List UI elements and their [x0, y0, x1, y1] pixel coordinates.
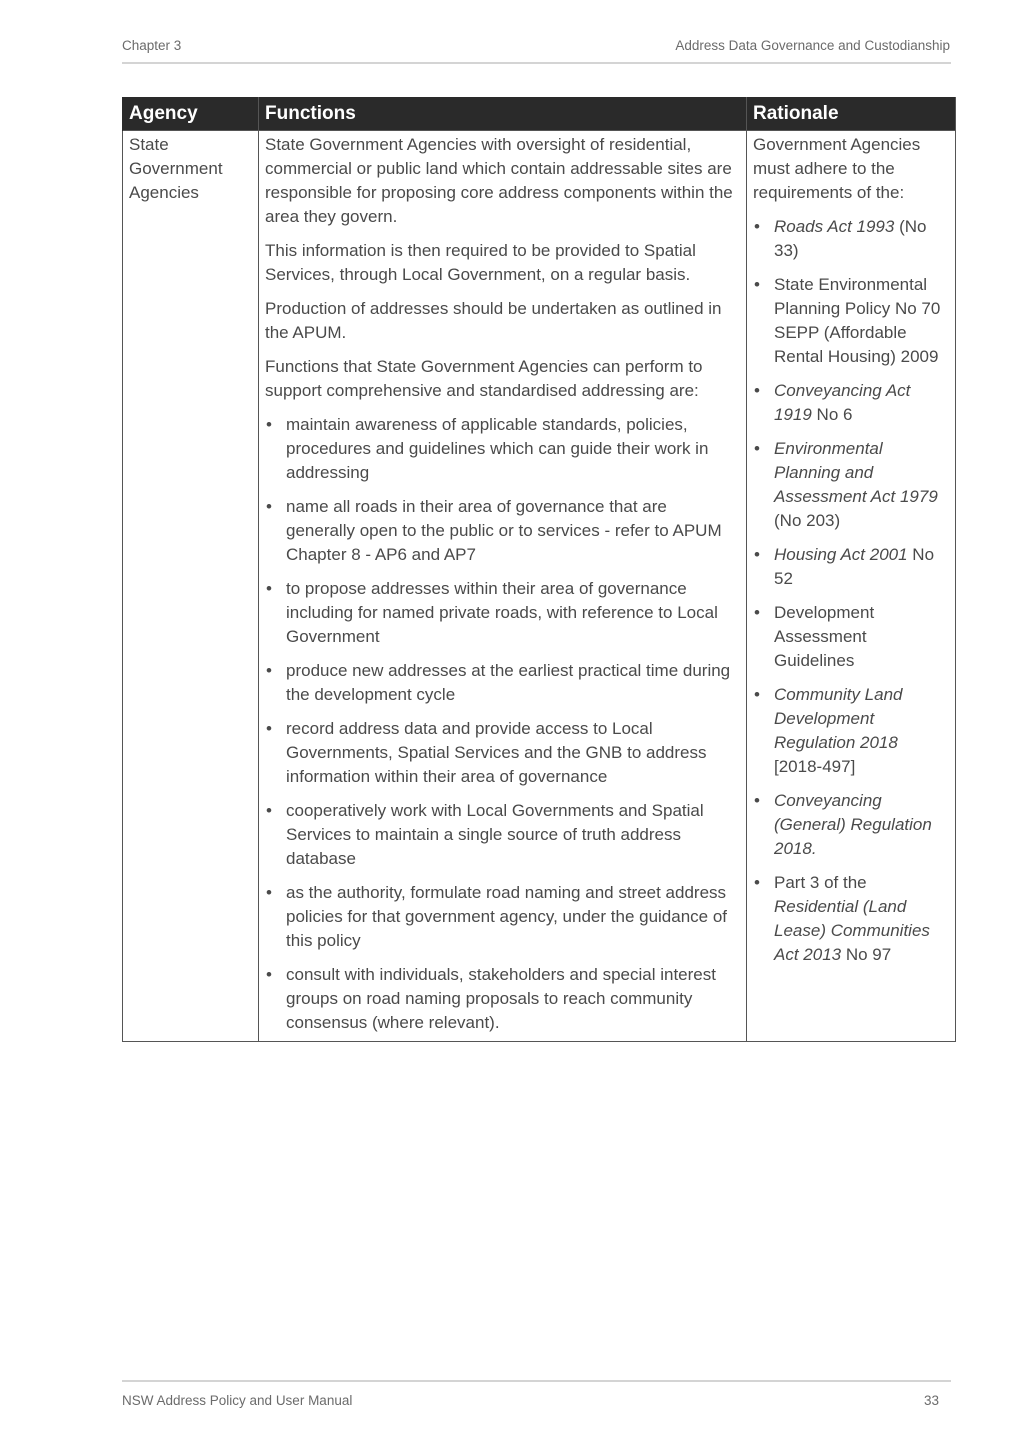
- legislation-title: Conveyancing Act 1919: [774, 381, 911, 424]
- list-item: [753, 437, 949, 533]
- header-divider: [122, 62, 951, 64]
- list-item: [753, 601, 949, 673]
- chapter-label: Chapter 3: [122, 38, 182, 53]
- list-item: • maintain awareness of applicable standards, policies, procedures and guidelines which can guide their work in addressing: [265, 413, 740, 485]
- legislation-title: Conveyancing (General) Regulation 2018.: [774, 791, 932, 858]
- page-number: 33: [923, 1393, 939, 1408]
- functions-list: [265, 413, 740, 1035]
- list-item: [753, 273, 949, 369]
- agency-functions-table: [122, 97, 956, 1042]
- list-item: • consult with individuals, stakeholders and special interest groups on road naming proposals to reach community consensus (where relevant).: [265, 963, 740, 1035]
- list-item: • produce new addresses at the earliest practical time during the development cycle: [265, 659, 740, 707]
- legislation-prefix: Part 3 of the: [774, 873, 867, 892]
- legislation-number: No 52: [774, 545, 935, 588]
- list-item: • name all roads in their area of governance that are generally open to the public or to services - refer to APUM Chapter 8 - AP6 and AP7: [265, 495, 740, 567]
- table-row: [123, 131, 956, 1042]
- legislation-number: (No 203): [774, 511, 841, 530]
- rationale-list: [753, 215, 949, 967]
- list-item: [753, 789, 949, 861]
- list-item: [753, 683, 949, 779]
- rationale-cell: [747, 131, 956, 1042]
- list-item: [753, 543, 949, 591]
- legislation-title: State Environmental Planning Policy No 70 SEPP (Affordable Rental Housing) 2009: [774, 275, 941, 366]
- agency-cell: [123, 131, 259, 1042]
- column-header-rationale: Rationale: [747, 97, 956, 131]
- list-item: • cooperatively work with Local Governments and Spatial Services to maintain a single source of truth address database: [265, 799, 740, 871]
- list-item: [753, 871, 949, 967]
- agency-name: State Government Agencies: [129, 135, 223, 202]
- functions-paragraph: This information is then required to be provided to Spatial Services, through Local Government, on a regular basis.: [265, 241, 696, 284]
- functions-paragraph: State Government Agencies with oversight of residential, commercial or public land which contain addressable sites are responsible for proposing core address components within the area they govern.: [265, 135, 733, 226]
- legislation-title: Development Assessment Guidelines: [774, 603, 875, 670]
- legislation-title: Environmental Planning and Assessment Act 1979: [774, 439, 938, 506]
- legislation-title: Housing Act 2001: [774, 545, 908, 564]
- list-item: • to propose addresses within their area of governance including for named private roads, with reference to Local Government: [265, 577, 740, 649]
- list-item: • as the authority, formulate road naming and street address policies for that government agency, under the guidance of this policy: [265, 881, 740, 953]
- rationale-intro: Government Agencies must adhere to the requirements of the:: [753, 135, 921, 202]
- legislation-number: No 97: [841, 945, 892, 964]
- column-header-agency: Agency: [123, 97, 259, 131]
- list-item: [753, 379, 949, 427]
- table-header-row: [123, 97, 956, 131]
- functions-paragraph: Functions that State Government Agencies can perform to support comprehensive and standardised addressing are:: [265, 357, 703, 400]
- manual-title: NSW Address Policy and User Manual: [122, 1393, 353, 1408]
- legislation-number: (No 33): [774, 217, 927, 260]
- legislation-title: Residential (Land Lease) Communities Act 2013: [774, 897, 930, 964]
- functions-paragraph: Production of addresses should be undertaken as outlined in the APUM.: [265, 299, 722, 342]
- functions-cell: [259, 131, 747, 1042]
- legislation-title: Roads Act 1993: [774, 217, 895, 236]
- legislation-number: [2018-497]: [774, 757, 856, 776]
- legislation-number: No 6: [811, 405, 853, 424]
- footer-divider: [122, 1380, 951, 1382]
- list-item: • record address data and provide access to Local Governments, Spatial Services and the GNB to address information within their area of governance: [265, 717, 740, 789]
- legislation-title: Community Land Development Regulation 2018: [774, 685, 903, 752]
- column-header-functions: Functions: [259, 97, 747, 131]
- section-title: Address Data Governance and Custodianship: [675, 38, 950, 53]
- list-item: [753, 215, 949, 263]
